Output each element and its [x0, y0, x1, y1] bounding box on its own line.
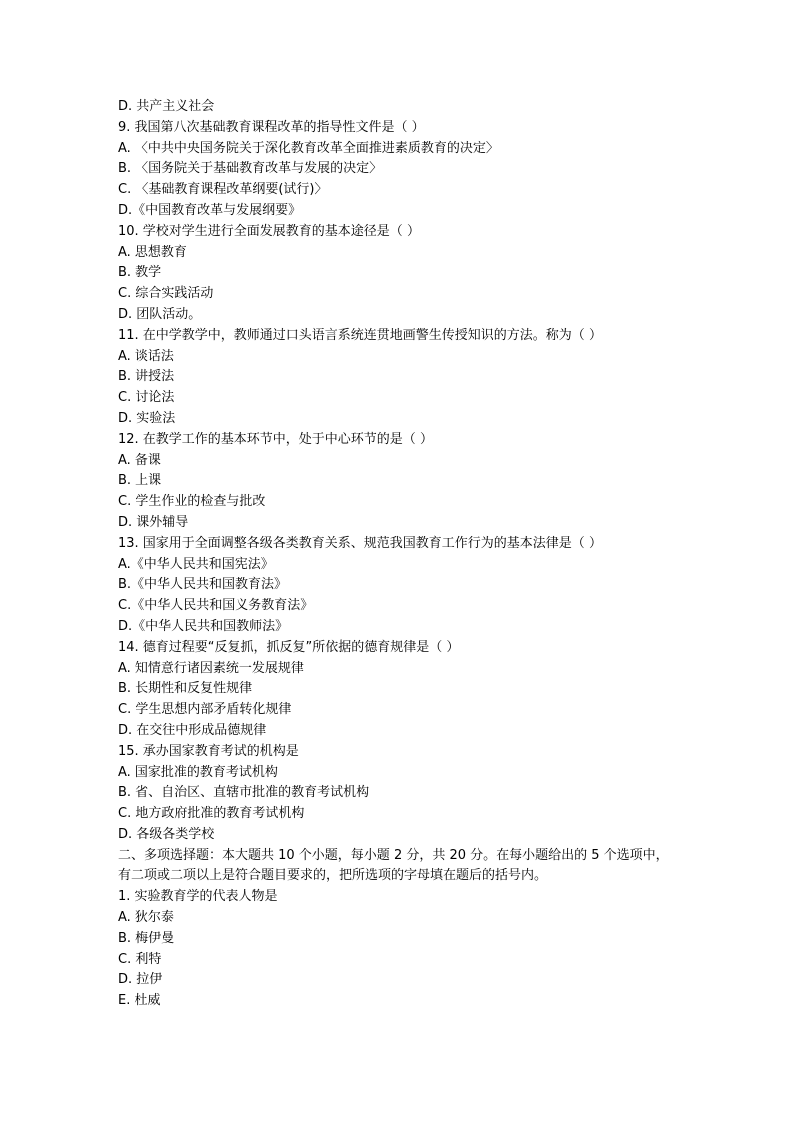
option-line: A.《中华人民共和国宪法》 [118, 556, 274, 572]
option-line: C. 学生思想内部矛盾转化规律 [118, 702, 292, 718]
option-line: A. 谈话法 [118, 348, 174, 364]
question-line: 1. 实验教育学的代表人物是 [118, 889, 278, 905]
option-line: C. 地方政府批准的教育考试机构 [118, 806, 305, 822]
option-line: C. 学生作业的检查与批改 [118, 494, 266, 510]
option-line: D. 在交往中形成品德规律 [118, 722, 267, 738]
option-line: D.《中华人民共和国教师法》 [118, 618, 289, 634]
question-line: 14. 德育过程要“反复抓，抓反复”所依据的德育规律是（ ） [118, 639, 460, 655]
option-line: A. 知情意行诸因素统一发展规律 [118, 660, 304, 676]
document-body [118, 97, 678, 1012]
question-line: 15. 承办国家教育考试的机构是 [118, 743, 299, 759]
question-line: 9. 我国第八次基础教育课程改革的指导性文件是（ ） [118, 119, 425, 135]
option-line: B. 梅伊曼 [118, 930, 175, 946]
option-line: A. 〈中共中央国务院关于深化教育改革全面推进素质教育的决定〉 [118, 140, 499, 156]
option-line: D.《中国教育改革与发展纲要》 [118, 202, 302, 218]
option-line: B.《中华人民共和国教育法》 [118, 577, 288, 593]
option-line: B. 〈国务院关于基础教育改革与发展的决定〉 [118, 161, 383, 177]
option-line: E. 杜威 [118, 993, 161, 1009]
option-line: B. 省、自治区、直辖市批准的教育考试机构 [118, 785, 370, 801]
option-line: C.《中华人民共和国义务教育法》 [118, 598, 314, 614]
option-line: C. 讨论法 [118, 390, 175, 406]
option-line: D. 实验法 [118, 410, 176, 426]
option-line: C. 〈基础教育课程改革纲要(试行)〉 [118, 182, 328, 198]
option-line: A. 国家批准的教育考试机构 [118, 764, 278, 780]
option-line: D. 课外辅导 [118, 514, 189, 530]
option-line: B. 长期性和反复性规律 [118, 681, 253, 697]
question-line: 12. 在教学工作的基本环节中，处于中心环节的是（ ） [118, 431, 433, 447]
option-line: A. 狄尔泰 [118, 910, 174, 926]
option-line: D. 团队活动。 [118, 306, 202, 322]
question-line: 13. 国家用于全面调整各级各类教育关系、规范我国教育工作行为的基本法律是（ ） [118, 535, 602, 551]
option-line: B. 教学 [118, 265, 162, 281]
option-line: A. 思想教育 [118, 244, 187, 260]
option-line: B. 上课 [118, 473, 162, 489]
option-line: C. 利特 [118, 951, 162, 967]
option-line: C. 综合实践活动 [118, 286, 214, 302]
option-line: D. 拉伊 [118, 972, 163, 988]
question-line: 10. 学校对学生进行全面发展教育的基本途径是（ ） [118, 223, 420, 239]
option-line: D. 各级各类学校 [118, 826, 215, 842]
option-line: A. 备课 [118, 452, 161, 468]
question-line: 11. 在中学教学中，教师通过口头语言系统连贯地画警生传授知识的方法。称为（ ） [118, 327, 602, 343]
section-heading: 二、多项选择题：本大题共 10 个小题，每小题 2 分，共 20 分。在每小题给出的 5 个选项中，有二项或二项以上是符合题目要求的，把所选项的字母填在题后的括号内。 [118, 847, 669, 884]
option-line: D. 共产主义社会 [118, 99, 215, 114]
option-line: B. 讲授法 [118, 369, 175, 385]
